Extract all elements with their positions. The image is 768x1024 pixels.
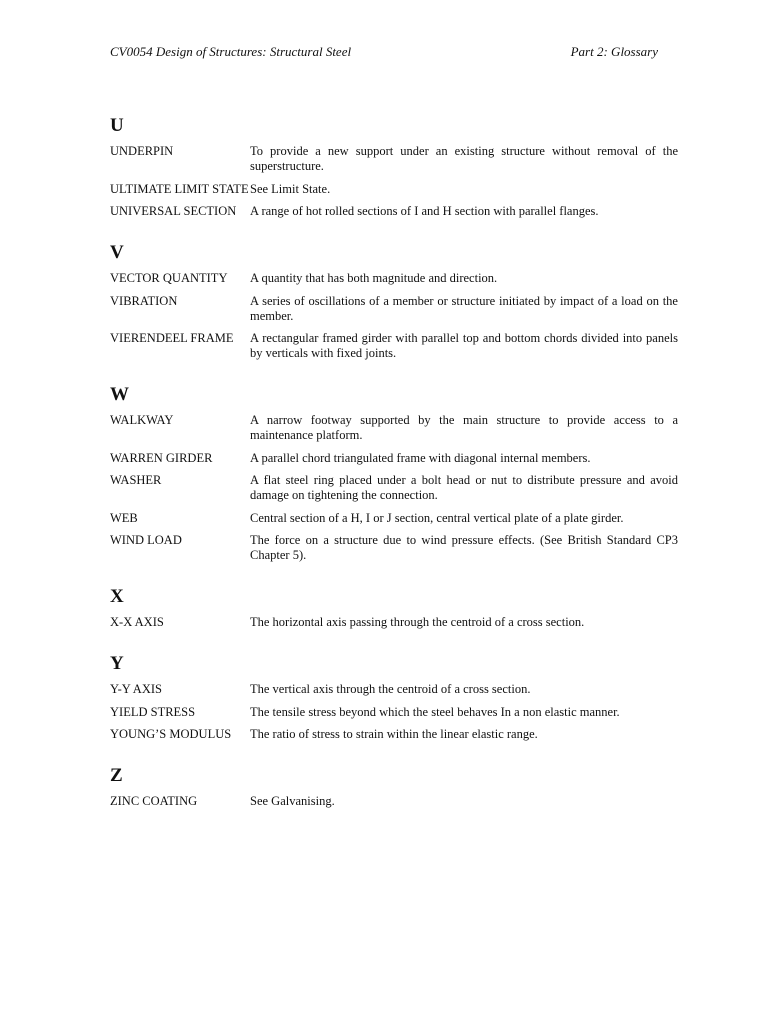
glossary-definition: See Galvanising. [250, 794, 335, 808]
glossary-definition: A narrow footway supported by the main structure to provide access to a maintenance platform. [250, 413, 678, 442]
page-header [110, 44, 658, 62]
glossary-entry [110, 615, 678, 630]
glossary-term: WARREN GIRDER [110, 450, 213, 465]
glossary-term: WASHER [110, 473, 162, 487]
glossary-term: WEB [110, 510, 138, 525]
glossary-definition: A parallel chord triangulated frame with diagonal internal members. [250, 450, 591, 465]
glossary-definition: Central section of a H, I or J section, central vertical plate of a plate girder. [250, 510, 624, 525]
glossary-term: UNDERPIN [110, 144, 174, 158]
glossary-entry [110, 473, 678, 503]
section-letter: U [110, 115, 124, 136]
glossary-entry [110, 511, 678, 526]
glossary-term: YIELD STRESS [110, 704, 196, 719]
glossary-definition: The ratio of stress to strain within the linear elastic range. [250, 727, 538, 741]
glossary-entry [110, 294, 678, 324]
glossary-section-w [110, 383, 678, 563]
glossary-definition: A flat steel ring placed under a bolt head or nut to distribute pressure and avoid damage on tightening the connection. [250, 473, 678, 502]
glossary-entry [110, 682, 678, 697]
header-part-title: Part 2: Glossary [570, 44, 658, 59]
section-letter: W [110, 384, 129, 405]
glossary-entry [110, 705, 678, 720]
glossary-term: X-X AXIS [110, 615, 164, 629]
glossary-entry [110, 331, 678, 361]
glossary-entry [110, 182, 678, 197]
glossary-definition: A range of hot rolled sections of I and H section with parallel flanges. [250, 204, 599, 218]
glossary-term: VECTOR QUANTITY [110, 271, 228, 285]
glossary-term: Y-Y AXIS [110, 682, 162, 696]
glossary-term: ZINC COATING [110, 794, 198, 808]
glossary-term: WALKWAY [110, 413, 174, 427]
glossary-definition: The tensile stress beyond which the steel behaves In a non elastic manner. [250, 704, 620, 719]
glossary-entry [110, 533, 678, 563]
glossary-section-z [110, 764, 678, 809]
glossary-entry [110, 727, 678, 742]
section-letter: Z [110, 765, 123, 786]
glossary-entry [110, 271, 678, 286]
glossary-term: VIERENDEEL FRAME [110, 331, 234, 345]
glossary-term: VIBRATION [110, 293, 178, 308]
glossary-term: YOUNG’S MODULUS [110, 727, 232, 741]
glossary-entry [110, 144, 678, 174]
glossary-definition: The horizontal axis passing through the centroid of a cross section. [250, 615, 585, 629]
glossary-entry [110, 204, 678, 219]
glossary-term: UNIVERSAL SECTION [110, 204, 237, 218]
glossary-entry [110, 451, 678, 466]
glossary-term: ULTIMATE LIMIT STATE [110, 181, 249, 196]
section-letter: X [110, 586, 124, 607]
glossary-definition: A quantity that has both magnitude and direction. [250, 271, 498, 285]
header-course-title: CV0054 Design of Structures: Structural Steel [110, 44, 352, 59]
glossary-section-x [110, 585, 678, 630]
section-letter: Y [110, 653, 124, 674]
glossary-section-y [110, 652, 678, 742]
section-letter: V [110, 242, 124, 263]
glossary-section-u [110, 114, 678, 219]
glossary-definition: The vertical axis through the centroid of a cross section. [250, 682, 531, 696]
glossary-entry [110, 413, 678, 443]
glossary-content [110, 114, 678, 831]
glossary-definition: See Limit State. [250, 181, 331, 196]
glossary-section-v [110, 241, 678, 361]
glossary-definition: The force on a structure due to wind pressure effects. (See British Standard CP3 Chapter 5). [250, 533, 678, 562]
glossary-definition: A rectangular framed girder with parallel top and bottom chords divided into panels by verticals with fixed joints. [250, 331, 678, 360]
glossary-definition: A series of oscillations of a member or structure initiated by impact of a load on the member. [250, 293, 678, 323]
glossary-term: WIND LOAD [110, 533, 182, 547]
glossary-entry [110, 794, 678, 809]
glossary-definition: To provide a new support under an existing structure without removal of the superstructure. [250, 144, 678, 173]
